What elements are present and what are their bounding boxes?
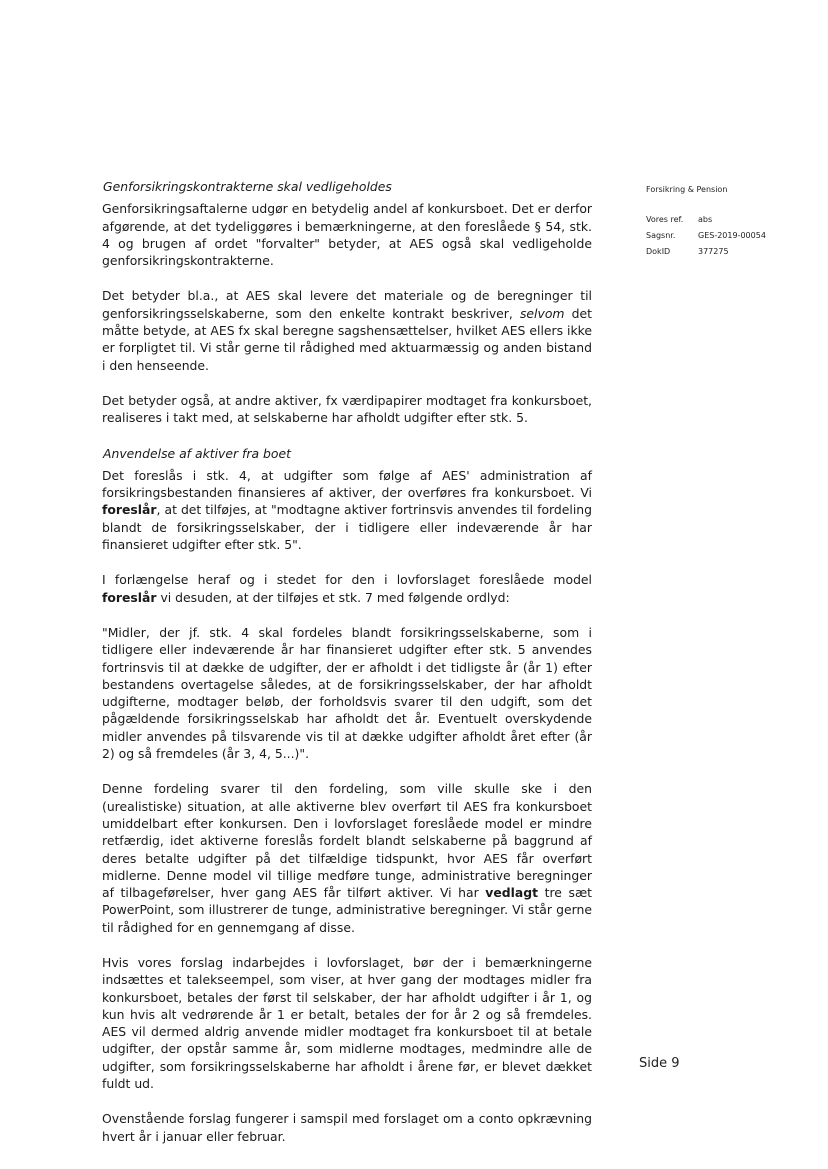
ref-label: Sagsnr. bbox=[646, 231, 676, 240]
bold-text: foreslår bbox=[102, 589, 157, 605]
text-run: det måtte betyde, at AES fx skal beregne sagshensættelser, hvilket AES ellers ikke er forpligtet til. Vi står gerne til rådighed med aktuarmæssig og anden bistand i den henseende. bbox=[102, 305, 592, 373]
text-run: Denne fordeling svarer til den fordeling, som ville skulle ske i den (urealistiske) situation, at alle aktiverne blev overført til AES fra konkursboet umiddelbart efter konkursen. Den i lovforslaget foreslåede model er mindre retfærdig, idet aktiverne foreslås fordelt blandt selskaberne på baggrund af deres betalte udgifter på det tilfældige tidspunkt, hvor AES får overført midlerne. Denne model vil tillige medføre tunge, administrative beregninger af tilbageførelser, hver gang AES får tilført aktiver. Vi har bbox=[102, 781, 592, 901]
org-name: Forsikring & Pension bbox=[646, 185, 728, 194]
sidebar-meta bbox=[646, 182, 806, 260]
document-body bbox=[100, 178, 592, 1163]
bold-text: foreslår bbox=[102, 502, 157, 518]
section-heading: Anvendelse af aktiver fra boet bbox=[103, 445, 291, 461]
text-run: vi desuden, at der tilføjes et stk. 7 med følgende ordlyd: bbox=[156, 589, 510, 605]
ref-label: DokID bbox=[646, 247, 671, 256]
section-heading: Genforsikringskontrakterne skal vedligeholdes bbox=[103, 179, 392, 194]
ref-row-docid bbox=[646, 244, 806, 260]
paragraph bbox=[102, 287, 592, 373]
text-run: , at det tilføjes, at "modtagne aktiver fortrinsvis anvendes til fordeling blandt de forsikringsselskaber, der i tidligere eller indeværende år har finansieret udgifter efter stk. 5". bbox=[102, 502, 592, 553]
paragraph: Det betyder også, at andre aktiver, fx værdipapirer modtaget fra konkursboet, realiseres i takt med, at selskaberne har afholdt udgifter efter stk. 5. bbox=[102, 392, 592, 426]
paragraph bbox=[102, 571, 592, 606]
ref-label: Vores ref. bbox=[646, 215, 684, 224]
paragraph: Ovenstående forslag fungerer i samspil med forslaget om a conto opkrævning hvert år i januar eller februar. bbox=[102, 1111, 592, 1144]
paragraph bbox=[102, 780, 592, 936]
ref-row-case bbox=[646, 228, 806, 244]
text-run: I forlængelse heraf og i stedet for den i lovforslaget foreslåede model bbox=[102, 572, 592, 588]
ref-row-ours bbox=[646, 212, 806, 228]
ref-value: GES-2019-00054 bbox=[698, 231, 766, 240]
text-run: tre sæt PowerPoint, som illustrerer de tunge, administrative beregninger. Vi står gerne til rådighed for en gennemgang af disse. bbox=[102, 885, 592, 935]
ref-value: 377275 bbox=[698, 247, 729, 256]
paragraph: Hvis vores forslag indarbejdes i lovforslaget, bør der i bemærkningerne indsættes et talekseempel, som viser, at hver gang der modtages midler fra konkursboet, betales der først til selskaber, der har afholdt udgifter i år 1, og kun hvis alt vedrørende år 1 er betalt, betales der for år 2 og så fremdeles. AES vil dermed aldrig anvende midler modtaget fra konkursboet til at betale udgifter, der opstår samme år, som midlerne modtages, medmindre alle de udgifter, som forsikringsselskaberne har afholdt i årene før, er blevet dækket fuldt ud. bbox=[102, 954, 592, 1092]
paragraph: Genforsikringsaftalerne udgør en betydelig andel af konkursboet. Det er derfor afgørende, at det tydeliggøres i bemærkningerne, at den foreslåede § 54, stk. 4 og brugen af ordet "forvalter" betyder, at AES også skal vedligeholde genforsikringskontrakterne. bbox=[102, 201, 592, 269]
ref-value: abs bbox=[698, 215, 713, 224]
bold-text: vedlagt bbox=[485, 885, 539, 901]
page-number: Side 9 bbox=[639, 1056, 680, 1071]
text-run: Det foreslås i stk. 4, at udgifter som følge af AES' administration af forsikringsbestanden finansieres af aktiver, der overføres fra konkursboet. Vi bbox=[102, 467, 592, 501]
paragraph bbox=[102, 467, 592, 553]
quoted-paragraph: "Midler, der jf. stk. 4 skal fordeles blandt forsikringsselskaberne, som i tidligere eller indeværende år har finansieret udgifter efter stk. 5 anvendes fortrinsvis til at dække de udgifter, der er afholdt i det tidligste år (år 1) efter bestandens overtagelse således, at de forsikringsselskaber, der har afholdt udgifterne, modtager beløb, der forholdsvis svarer til den udgift, som det pågældende forsikringsselskab har afholdt det år. Eventuelt overskydende midler anvendes på tilsvarende vis til at dække udgifter afholdt året efter (år 2) og så fremdeles (år 3, 4, 5...)". bbox=[102, 624, 592, 762]
emphasis-text: selvom bbox=[519, 305, 565, 321]
text-run: Det betyder bl.a., at AES skal levere det materiale og de beregninger til genforsikringsselskaberne, som den enkelte kontrakt beskriver, bbox=[102, 288, 592, 321]
